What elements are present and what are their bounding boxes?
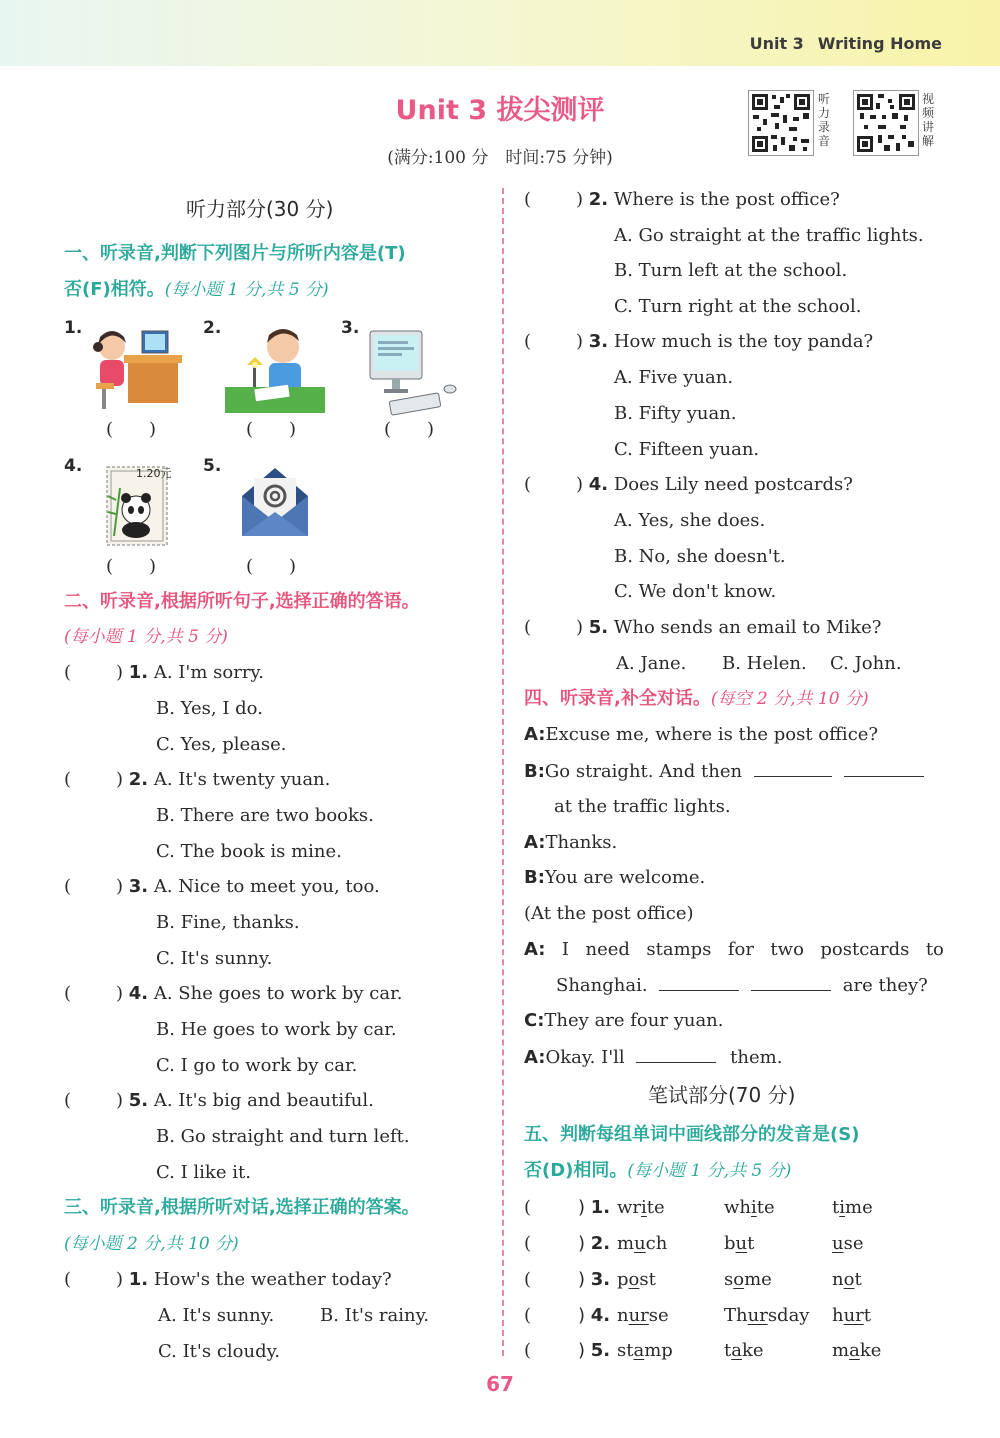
word-part: t [854, 1269, 862, 1290]
sec2-points-line [64, 626, 228, 648]
phonics-word [617, 1197, 665, 1219]
phonics-word [832, 1305, 871, 1327]
speaker: C: [524, 1010, 545, 1031]
phonics-word [832, 1233, 863, 1255]
word-part: Th [724, 1305, 748, 1326]
pic-1-number: 1. [64, 318, 83, 338]
q-number-label: 4. [590, 1305, 611, 1326]
line-text: Thanks. [545, 832, 618, 853]
option-b: B. No, she doesn't. [614, 546, 786, 567]
q-number-label: 2. [590, 1233, 611, 1254]
word-part: sday [767, 1305, 810, 1326]
speaker: A: [524, 1047, 546, 1068]
answer-bracket[interactable]: ( [524, 1340, 532, 1361]
word-part: s [724, 1269, 734, 1290]
sec3-points-line [64, 1233, 239, 1255]
listening-heading: 听力部分(30 分) [186, 197, 334, 221]
phonics-word [617, 1340, 673, 1362]
sec2-q1-line: ) 1. A. I'm sorry. [116, 662, 264, 683]
word-part: ch [645, 1233, 668, 1254]
sec3-q3-line: ) 3. How much is the toy panda? [576, 331, 874, 352]
option-b: B. Yes, I do. [156, 698, 263, 719]
option-c: C. I go to work by car. [156, 1055, 358, 1076]
word-part: m [832, 1340, 850, 1361]
option-a: A. Go straight at the traffic lights. [614, 225, 924, 246]
sec1-points: (每小题 1 分,共 5 分) [164, 280, 329, 300]
sec1-title: 一、听录音,判断下列图片与所听内容是(T) [64, 243, 406, 264]
answer-bracket[interactable]: ( [524, 189, 532, 210]
sec3-title: 三、听录音,根据所听对话,选择正确的答案。 [64, 1197, 420, 1218]
pic-5-number: 5. [203, 456, 222, 476]
word-part: st [617, 1340, 634, 1361]
underlined-letters: a [633, 1340, 645, 1361]
word-part: t [832, 1197, 840, 1218]
sec3-q5-line: ) 5. Who sends an email to Mike? [576, 617, 882, 638]
dialogue-line-7 [524, 1010, 724, 1032]
option-a: A. It's twenty yuan. [153, 769, 331, 790]
q-number: 4. [588, 474, 609, 495]
question-text: Who sends an email to Mike? [613, 617, 882, 638]
word-part: se [648, 1305, 669, 1326]
scene-note: (At the post office) [524, 903, 694, 924]
q-number: 3. [128, 876, 149, 897]
answer-bracket[interactable]: ( [524, 474, 532, 495]
sec5-title-2: 否(D)相同。 [524, 1160, 628, 1181]
word-part: wh [724, 1197, 751, 1218]
line-text: Shanghai. [556, 975, 648, 996]
sec2-q2-line: ) 2. A. It's twenty yuan. [116, 769, 331, 790]
answer-bracket[interactable]: ( [64, 876, 72, 897]
option-a: A. Yes, she does. [614, 510, 766, 531]
word-part: te [646, 1197, 665, 1218]
line-text: You are welcome. [544, 867, 706, 888]
underlined-letters: ur [628, 1305, 649, 1326]
header-band [0, 0, 1000, 66]
q-number: 5. [128, 1090, 149, 1111]
option-c: C. Turn right at the school. [614, 296, 862, 317]
answer-bracket[interactable]: ( [524, 617, 532, 638]
word-part: n [617, 1305, 629, 1326]
answer-blank[interactable] [751, 974, 831, 991]
dialogue-line-8 [524, 1046, 782, 1069]
word-part: h [832, 1305, 844, 1326]
question-text: How much is the toy panda? [613, 331, 874, 352]
answer-blank[interactable] [636, 1046, 716, 1063]
q-number: ) 1. [578, 1197, 611, 1218]
unit-label: Unit 3 [749, 34, 804, 53]
answer-bracket[interactable]: ( [524, 1197, 532, 1218]
word-part: te [756, 1197, 775, 1218]
option-c: C. Fifteen yuan. [614, 439, 760, 460]
q-number: 1. [128, 1269, 149, 1290]
q-number-label: 1. [590, 1197, 611, 1218]
q-number-label: 5. [590, 1340, 611, 1361]
sec2-q3-line: ) 3. A. Nice to meet you, too. [116, 876, 380, 897]
phonics-word [832, 1269, 862, 1291]
answer-blank[interactable] [754, 760, 832, 777]
column-divider [502, 188, 504, 1356]
word-part: t [863, 1305, 872, 1326]
email-envelope-picture [240, 466, 310, 542]
sec4-title: 四、听录音,补全对话。 [524, 688, 711, 709]
sec1-bracket-4[interactable]: ( ) [106, 556, 157, 577]
underlined-letters: ur [747, 1305, 768, 1326]
word-part: p [617, 1269, 629, 1290]
sec3-q2-line: ) 2. Where is the post office? [576, 189, 840, 210]
phonics-word [832, 1340, 881, 1362]
line-text: They are four yuan. [544, 1010, 724, 1031]
listen-qr-code[interactable] [748, 90, 814, 156]
q-number: 5. [588, 617, 609, 638]
underlined-letters: u [634, 1233, 646, 1254]
phonics-word [724, 1197, 775, 1219]
sec2-title: 二、听录音,根据所听句子,选择正确的答语。 [64, 591, 420, 612]
score-time-info: (满分:100 分 时间:75 分钟) [387, 148, 613, 168]
video-qr-label: 视频讲解 [922, 92, 935, 148]
option-b: B. There are two books. [156, 805, 374, 826]
dialogue-line-2-cont: at the traffic lights. [554, 796, 731, 817]
answer-bracket[interactable]: ( [524, 331, 532, 352]
line-text: Okay. I'll [545, 1047, 625, 1068]
phonics-word [724, 1340, 764, 1362]
word-part: me [845, 1197, 873, 1218]
word-part: n [832, 1269, 844, 1290]
word-part: t [724, 1340, 732, 1361]
answer-bracket[interactable]: ( [64, 1090, 72, 1111]
word-part: mp [644, 1340, 673, 1361]
word-part: ke [741, 1340, 764, 1361]
speaker: A: [524, 832, 546, 853]
word: two [770, 939, 804, 960]
question-text: Where is the post office? [613, 189, 840, 210]
dialogue-line-4 [524, 867, 705, 889]
q-number: ) 3. [578, 1269, 611, 1290]
option-b: B. He goes to work by car. [156, 1019, 397, 1040]
word-part: wr [617, 1197, 642, 1218]
speaker: A: [524, 724, 546, 745]
option-b: B. It's rainy. [320, 1305, 430, 1326]
sec5-points: (每小题 1 分,共 5 分) [627, 1161, 792, 1181]
option-a: A. Five yuan. [614, 367, 734, 388]
option-b: B. Helen. [722, 653, 807, 674]
option-a: A. Jane. [616, 653, 687, 674]
pic-3-number: 3. [341, 318, 360, 338]
line-text: Go straight. And then [544, 761, 743, 782]
answer-bracket[interactable]: ( [524, 1233, 532, 1254]
underlined-letters: o [843, 1269, 855, 1290]
word-part: m [617, 1233, 635, 1254]
sec3-q4-line: ) 4. Does Lily need postcards? [576, 474, 853, 495]
page-number: 67 [486, 1372, 514, 1396]
speaker: A: [524, 939, 546, 960]
dialogue-line-2 [524, 760, 924, 783]
sec2-q4-line: ) 4. A. She goes to work by car. [116, 983, 403, 1004]
sec3-points: (每小题 2 分,共 10 分) [64, 1234, 239, 1254]
option-c: C. I like it. [156, 1162, 251, 1183]
option-c: C. The book is mine. [156, 841, 342, 862]
q-number: 1. [128, 662, 149, 683]
sec1-title-2: 否(F)相符。 [64, 279, 165, 300]
question-text: How's the weather today? [153, 1269, 392, 1290]
answer-blank[interactable] [844, 760, 924, 777]
underlined-letters: u [735, 1233, 748, 1254]
option-a: A. It's sunny. [158, 1305, 275, 1326]
word: for [727, 939, 754, 960]
dialogue-line-3 [524, 832, 617, 854]
answer-bracket[interactable]: ( [524, 1269, 532, 1290]
running-header [736, 34, 942, 53]
word-part: st [639, 1269, 656, 1290]
option-a: A. It's big and beautiful. [153, 1090, 374, 1111]
option-b: B. Fine, thanks. [156, 912, 300, 933]
underlined-letters: u [832, 1233, 844, 1254]
q-number-label: 3. [590, 1269, 611, 1290]
dialogue-line-6-cont [556, 974, 928, 997]
q-number: 2. [588, 189, 609, 210]
dialogue-line-1 [524, 724, 878, 746]
option-a: A. Nice to meet you, too. [153, 876, 380, 897]
underlined-letters: a [849, 1340, 860, 1361]
option-a: A. She goes to work by car. [153, 983, 403, 1004]
sec1-bracket-1[interactable]: ( ) [106, 419, 157, 440]
phonics-word [617, 1233, 667, 1255]
underlined-letters: i [839, 1197, 845, 1218]
line-text: Excuse me, where is the post office? [545, 724, 879, 745]
speaker: B: [524, 867, 545, 888]
q-number: 3. [588, 331, 609, 352]
sec1-bracket-2[interactable]: ( ) [246, 419, 297, 440]
option-b: B. Go straight and turn left. [156, 1126, 410, 1147]
word-part: me [744, 1269, 772, 1290]
phonics-word [724, 1233, 754, 1255]
pic-4-number: 4. [64, 456, 83, 476]
word-part: t [747, 1233, 755, 1254]
listen-qr-label: 听力录音 [818, 92, 831, 148]
phonics-word [832, 1197, 873, 1219]
sec4-points: (每空 2 分,共 10 分) [710, 689, 869, 709]
underlined-letters: a [731, 1340, 742, 1361]
option-a: A. I'm sorry. [153, 662, 264, 683]
q-number: ) 5. [578, 1340, 611, 1361]
word: to [925, 939, 944, 960]
word: need [585, 939, 630, 960]
q-number: 2. [128, 769, 149, 790]
speaker: B: [524, 761, 545, 782]
option-c: C. Yes, please. [156, 734, 287, 755]
word-part: ke [859, 1340, 882, 1361]
video-qr-code[interactable] [853, 90, 919, 156]
sec4-title-line [524, 688, 869, 710]
word: I [561, 939, 570, 960]
option-c: C. John. [830, 653, 902, 674]
word: postcards [820, 939, 910, 960]
answer-bracket[interactable]: ( [64, 983, 72, 1004]
sec5-title: 五、判断每组单词中画线部分的发音是(S) [524, 1124, 860, 1145]
sec3-q1-line: ) 1. How's the weather today? [116, 1269, 392, 1290]
option-c: C. We don't know. [614, 581, 777, 602]
sec2-points: (每小题 1 分,共 5 分) [64, 627, 228, 647]
underlined-letters: i [751, 1197, 757, 1218]
underlined-letters: o [628, 1269, 640, 1290]
computer-picture [366, 315, 460, 423]
line-text: them. [730, 1047, 783, 1068]
sec1-bracket-3[interactable]: ( ) [384, 419, 435, 440]
dialogue-line-6 [524, 939, 944, 961]
girl-at-computer-picture [88, 325, 188, 417]
word: stamps [646, 939, 712, 960]
underlined-letters: o [733, 1269, 745, 1290]
word-part: b [724, 1233, 736, 1254]
boy-writing-picture [225, 325, 325, 419]
sec1-bracket-5[interactable]: ( ) [246, 556, 297, 577]
q-number: ) 4. [578, 1305, 611, 1326]
sec5-title-line2 [524, 1160, 791, 1182]
unit-title: Writing Home [817, 34, 942, 53]
phonics-word [724, 1305, 809, 1327]
option-b: B. Fifty yuan. [614, 403, 737, 424]
stamp-price: 1.20元 [136, 467, 172, 480]
option-c: C. It's sunny. [156, 948, 273, 969]
answer-bracket[interactable]: ( [64, 1269, 72, 1290]
phonics-word [617, 1269, 656, 1291]
word-part: se [843, 1233, 864, 1254]
sec2-q5-line: ) 5. A. It's big and beautiful. [116, 1090, 374, 1111]
answer-blank[interactable] [659, 974, 739, 991]
answer-bracket[interactable]: ( [64, 662, 72, 683]
q-number: 4. [128, 983, 149, 1004]
underlined-letters: ur [843, 1305, 864, 1326]
phonics-word [724, 1269, 772, 1291]
question-text: Does Lily need postcards? [613, 474, 853, 495]
written-heading: 笔试部分(70 分) [648, 1083, 796, 1107]
underlined-letters: i [641, 1197, 647, 1218]
option-b: B. Turn left at the school. [614, 260, 848, 281]
phonics-word [617, 1305, 669, 1327]
option-c: C. It's cloudy. [158, 1341, 281, 1362]
sec1-title-line2 [64, 279, 329, 301]
page-title: Unit 3 拔尖测评 [395, 95, 605, 126]
answer-bracket[interactable]: ( [524, 1305, 532, 1326]
pic-2-number: 2. [203, 318, 222, 338]
line-text: are they? [842, 975, 928, 996]
q-number: ) 2. [578, 1233, 611, 1254]
answer-bracket[interactable]: ( [64, 769, 72, 790]
